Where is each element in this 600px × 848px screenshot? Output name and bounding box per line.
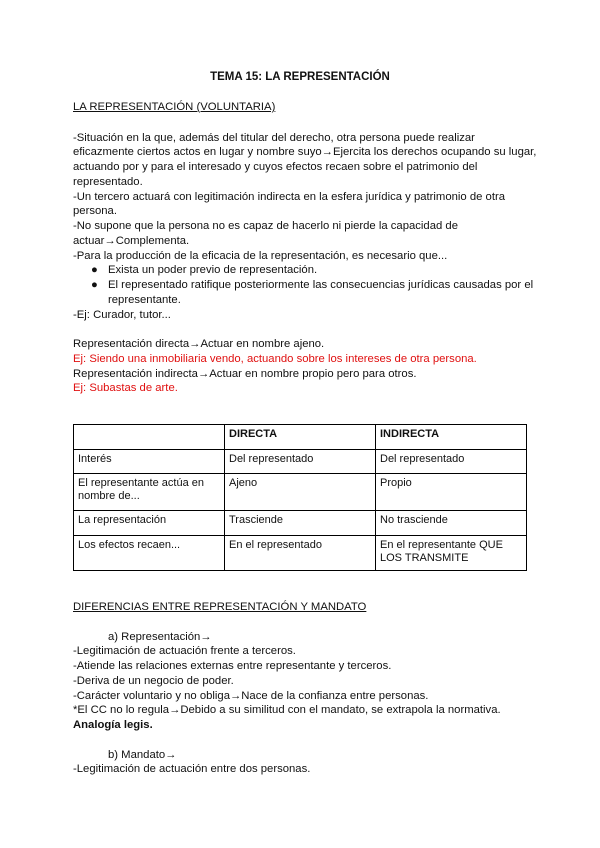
table-row [74, 450, 527, 474]
text-line: -No supone que la persona no es capaz de hacerlo ni pierde la capacidad de [73, 220, 458, 232]
example-line: -Ej: Curador, tutor... [73, 308, 171, 321]
table-header-cell [74, 425, 225, 450]
table-header-row [74, 425, 527, 450]
page-title: TEMA 15: LA REPRESENTACIÓN [210, 71, 390, 83]
bullet-icon: ● [91, 279, 98, 291]
text-line: -Legitimación de actuación entre dos personas. [73, 763, 311, 776]
indirecta-example: Ej: Subastas de arte. [73, 382, 178, 395]
directa-example: Ej: Siendo una inmobiliaria vendo, actuando sobre los intereses de otra persona. [73, 352, 477, 365]
bullet-item: ● Exista un poder previo de representación. [91, 264, 318, 277]
directa-line: Representación directa→Actuar en nombre ajeno. [73, 338, 325, 350]
text-line: -Atiende las relaciones externas entre representante y terceros. [73, 660, 392, 672]
table-cell: Del representado [225, 450, 376, 474]
section-diferencias [73, 600, 533, 777]
bold-note: Analogía legis. [73, 719, 153, 731]
text-line: representado. [73, 175, 143, 188]
text-line: eficazmente ciertos actos en lugar y nombre suyo→Ejercita los derechos ocupando su lugar, [73, 146, 537, 159]
section-heading: LA REPRESENTACIÓN (VOLUNTARIA) [73, 101, 276, 113]
text-line: *El CC no lo regula→Debido a su similitud con el mandato, se extrapola la normativa. [73, 704, 501, 717]
table-cell: La representación [74, 511, 225, 536]
section-heading: DIFERENCIAS ENTRE REPRESENTACIÓN Y MANDATO [73, 601, 367, 613]
table-cell: En el representante QUE LOS TRANSMITE [376, 536, 527, 571]
table-cell: Del representado [376, 450, 527, 474]
table-row [74, 511, 527, 536]
comparison-table [73, 424, 527, 571]
table-cell: No trasciende [376, 511, 527, 536]
text-line: -Deriva de un negocio de poder. [73, 674, 234, 687]
table-cell: Propio [376, 474, 527, 511]
bullet-icon: ● [91, 264, 98, 277]
section-voluntaria [73, 100, 537, 396]
table-header-cell: DIRECTA [225, 425, 376, 450]
text-line: -Un tercero actuará con legitimación indirecta en la esfera jurídica y patrimonio de otra [73, 190, 506, 203]
table-cell: Ajeno [225, 474, 376, 511]
table-cell: Interés [74, 450, 225, 474]
bullet-continuation: representante. [108, 293, 181, 306]
table-header-cell: INDIRECTA [376, 425, 527, 450]
indirecta-line: Representación indirecta→Actuar en nombre propio pero para otros. [73, 367, 417, 380]
table-cell: En el representado [225, 536, 376, 571]
table-row [74, 536, 527, 571]
bullet-item: ● El representado ratifique posteriormente las consecuencias jurídicas causadas por el [91, 279, 534, 291]
text-line: persona. [73, 205, 117, 218]
text-line: actuando por y para el interesado y cuyos efectos recaen sobre el patrimonio del [73, 161, 478, 173]
text-line: -Legitimación de actuación frente a terceros. [73, 645, 296, 658]
text-line: -Carácter voluntario y no obliga→Nace de la confianza entre personas. [73, 689, 429, 702]
text-line: -Situación en la que, además del titular del derecho, otra persona puede realizar [73, 131, 475, 144]
table-row [74, 474, 527, 511]
table-cell: Trasciende [225, 511, 376, 536]
table-cell: El representante actúa en nombre de... [74, 474, 225, 511]
text-line: actuar→Complementa. [73, 234, 190, 247]
text-line: -Para la producción de la eficacia de la representación, es necesario que... [73, 249, 448, 262]
list-label-a: a) Representación→ [108, 630, 212, 643]
table-cell: Los efectos recaen... [74, 536, 225, 571]
list-label-b: b) Mandato→ [108, 748, 177, 761]
